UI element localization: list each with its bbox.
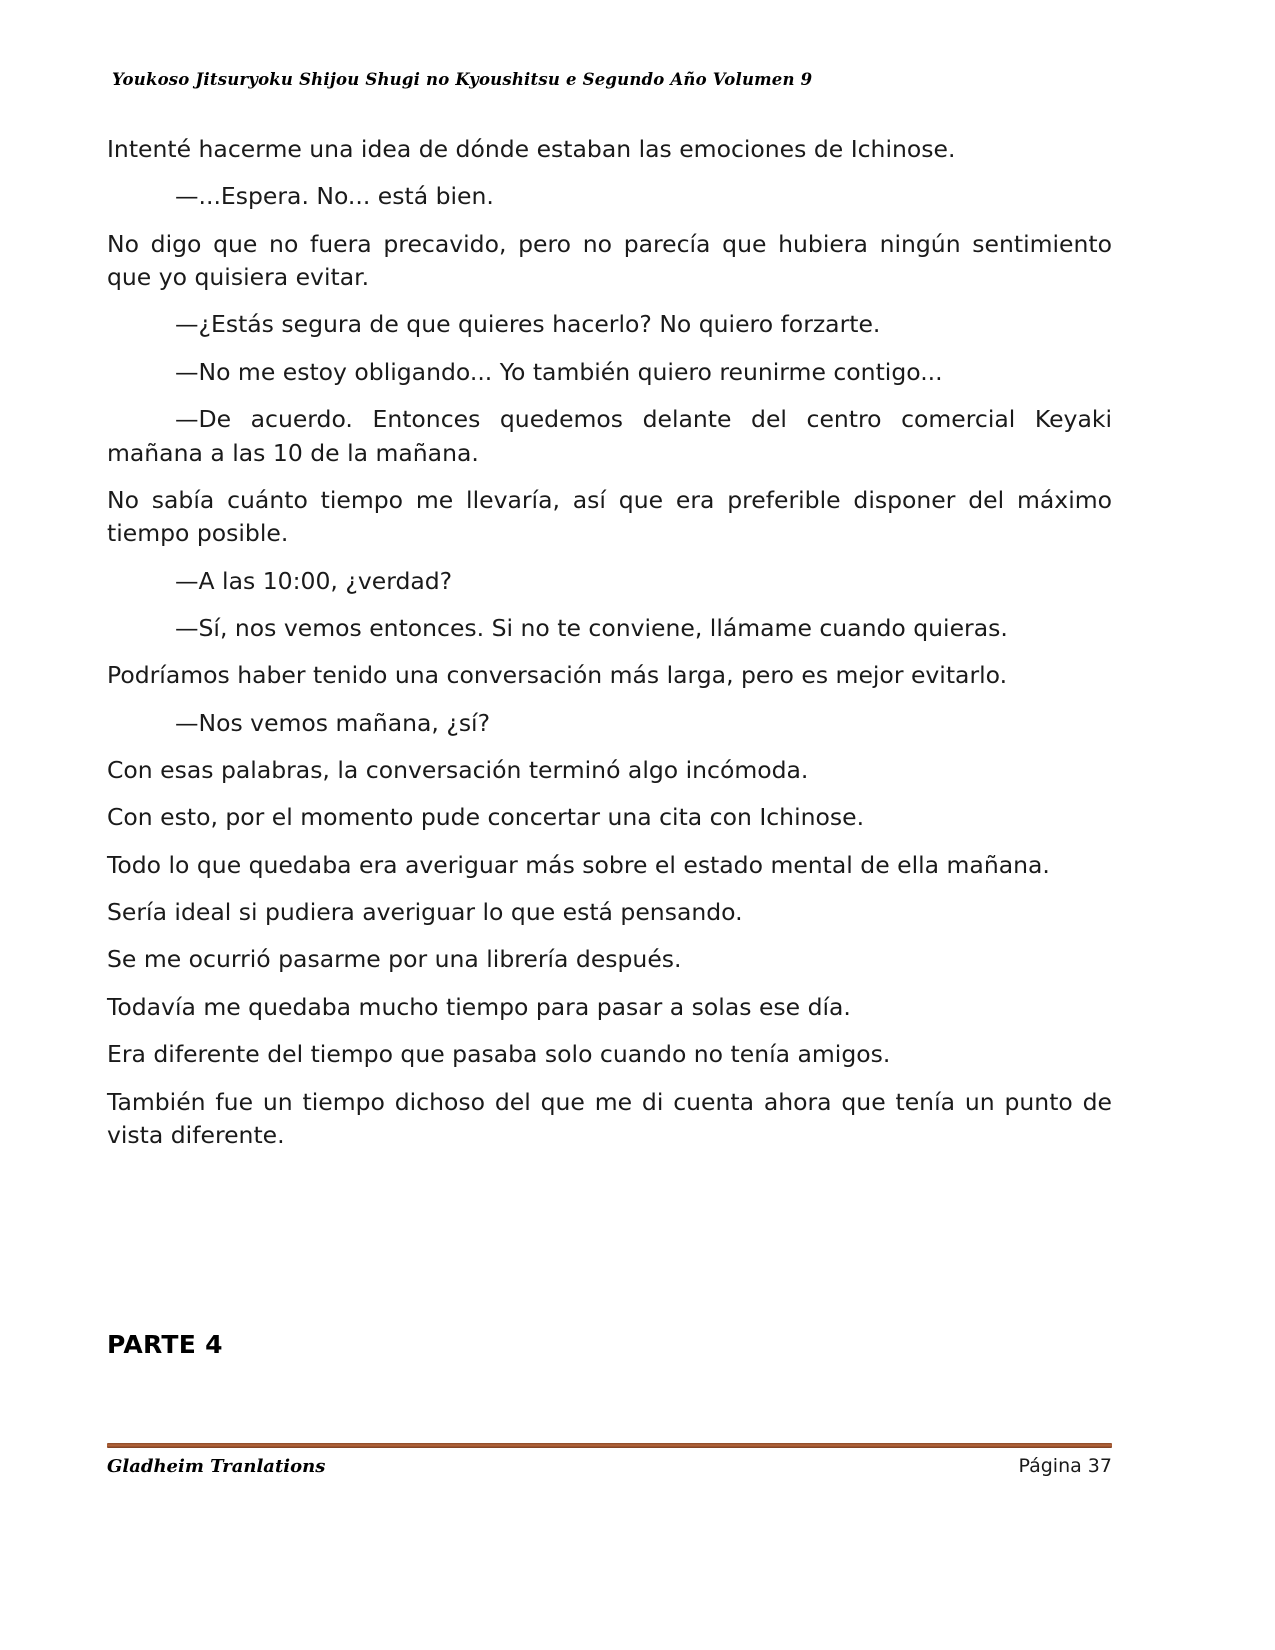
paragraph: Intenté hacerme una idea de dónde estaban las emociones de Ichinose. — [107, 135, 956, 163]
paragraph: También fue un tiempo dichoso del que me di cuenta ahora que tenía un punto de vista diferente. — [107, 1087, 1112, 1149]
section-heading: PARTE 4 — [107, 1330, 223, 1359]
paragraph: Con esas palabras, la conversación terminó algo incómoda. — [107, 756, 809, 785]
dialogue-line: —...Espera. No... está bien. — [175, 182, 494, 211]
dialogue-line: —A las 10:00, ¿verdad? — [175, 566, 453, 595]
dialogue-line: —No me estoy obligando... Yo también quiero reunirme contigo... — [175, 357, 943, 386]
dialogue-line: —Sí, nos vemos entonces. Si no te conviene, llámame cuando quieras. — [175, 613, 1008, 642]
page-footer — [107, 1455, 1112, 1477]
document-body — [107, 133, 1112, 1166]
dialogue-line: —Nos vemos mañana, ¿sí? — [175, 708, 491, 737]
paragraph: No digo que no fuera precavido, pero no parecía que hubiera ningún sentimiento que yo quisiera evitar. — [107, 229, 1112, 292]
running-header: Youkoso Jitsuryoku Shijou Shugi no Kyoushitsu e Segundo Año Volumen 9 — [112, 70, 813, 89]
paragraph: Todavía me quedaba mucho tiempo para pasar a solas ese día. — [107, 992, 851, 1021]
paragraph: Todo lo que quedaba era averiguar más sobre el estado mental de ella mañana. — [107, 850, 1050, 879]
page-number: Página 37 — [1018, 1455, 1112, 1477]
dialogue-line: —¿Estás segura de que quieres hacerlo? No quiero forzarte. — [175, 310, 881, 339]
footer-divider — [107, 1443, 1112, 1448]
paragraph: Sería ideal si pudiera averiguar lo que está pensando. — [107, 898, 743, 927]
paragraph: Era diferente del tiempo que pasaba solo cuando no tenía amigos. — [107, 1040, 891, 1069]
dialogue-line: —De acuerdo. Entonces quedemos delante del centro comercial Keyaki mañana a las 10 de la mañana. — [107, 405, 1112, 467]
paragraph: Con esto, por el momento pude concertar una cita con Ichinose. — [107, 803, 865, 832]
paragraph: No sabía cuánto tiempo me llevaría, así que era preferible disponer del máximo tiempo posible. — [107, 485, 1112, 548]
paragraph: Podríamos haber tenido una conversación más larga, pero es mejor evitarlo. — [107, 661, 1008, 690]
paragraph: Se me ocurrió pasarme por una librería después. — [107, 945, 682, 974]
footer-credit: Gladheim Tranlations — [107, 1456, 326, 1477]
